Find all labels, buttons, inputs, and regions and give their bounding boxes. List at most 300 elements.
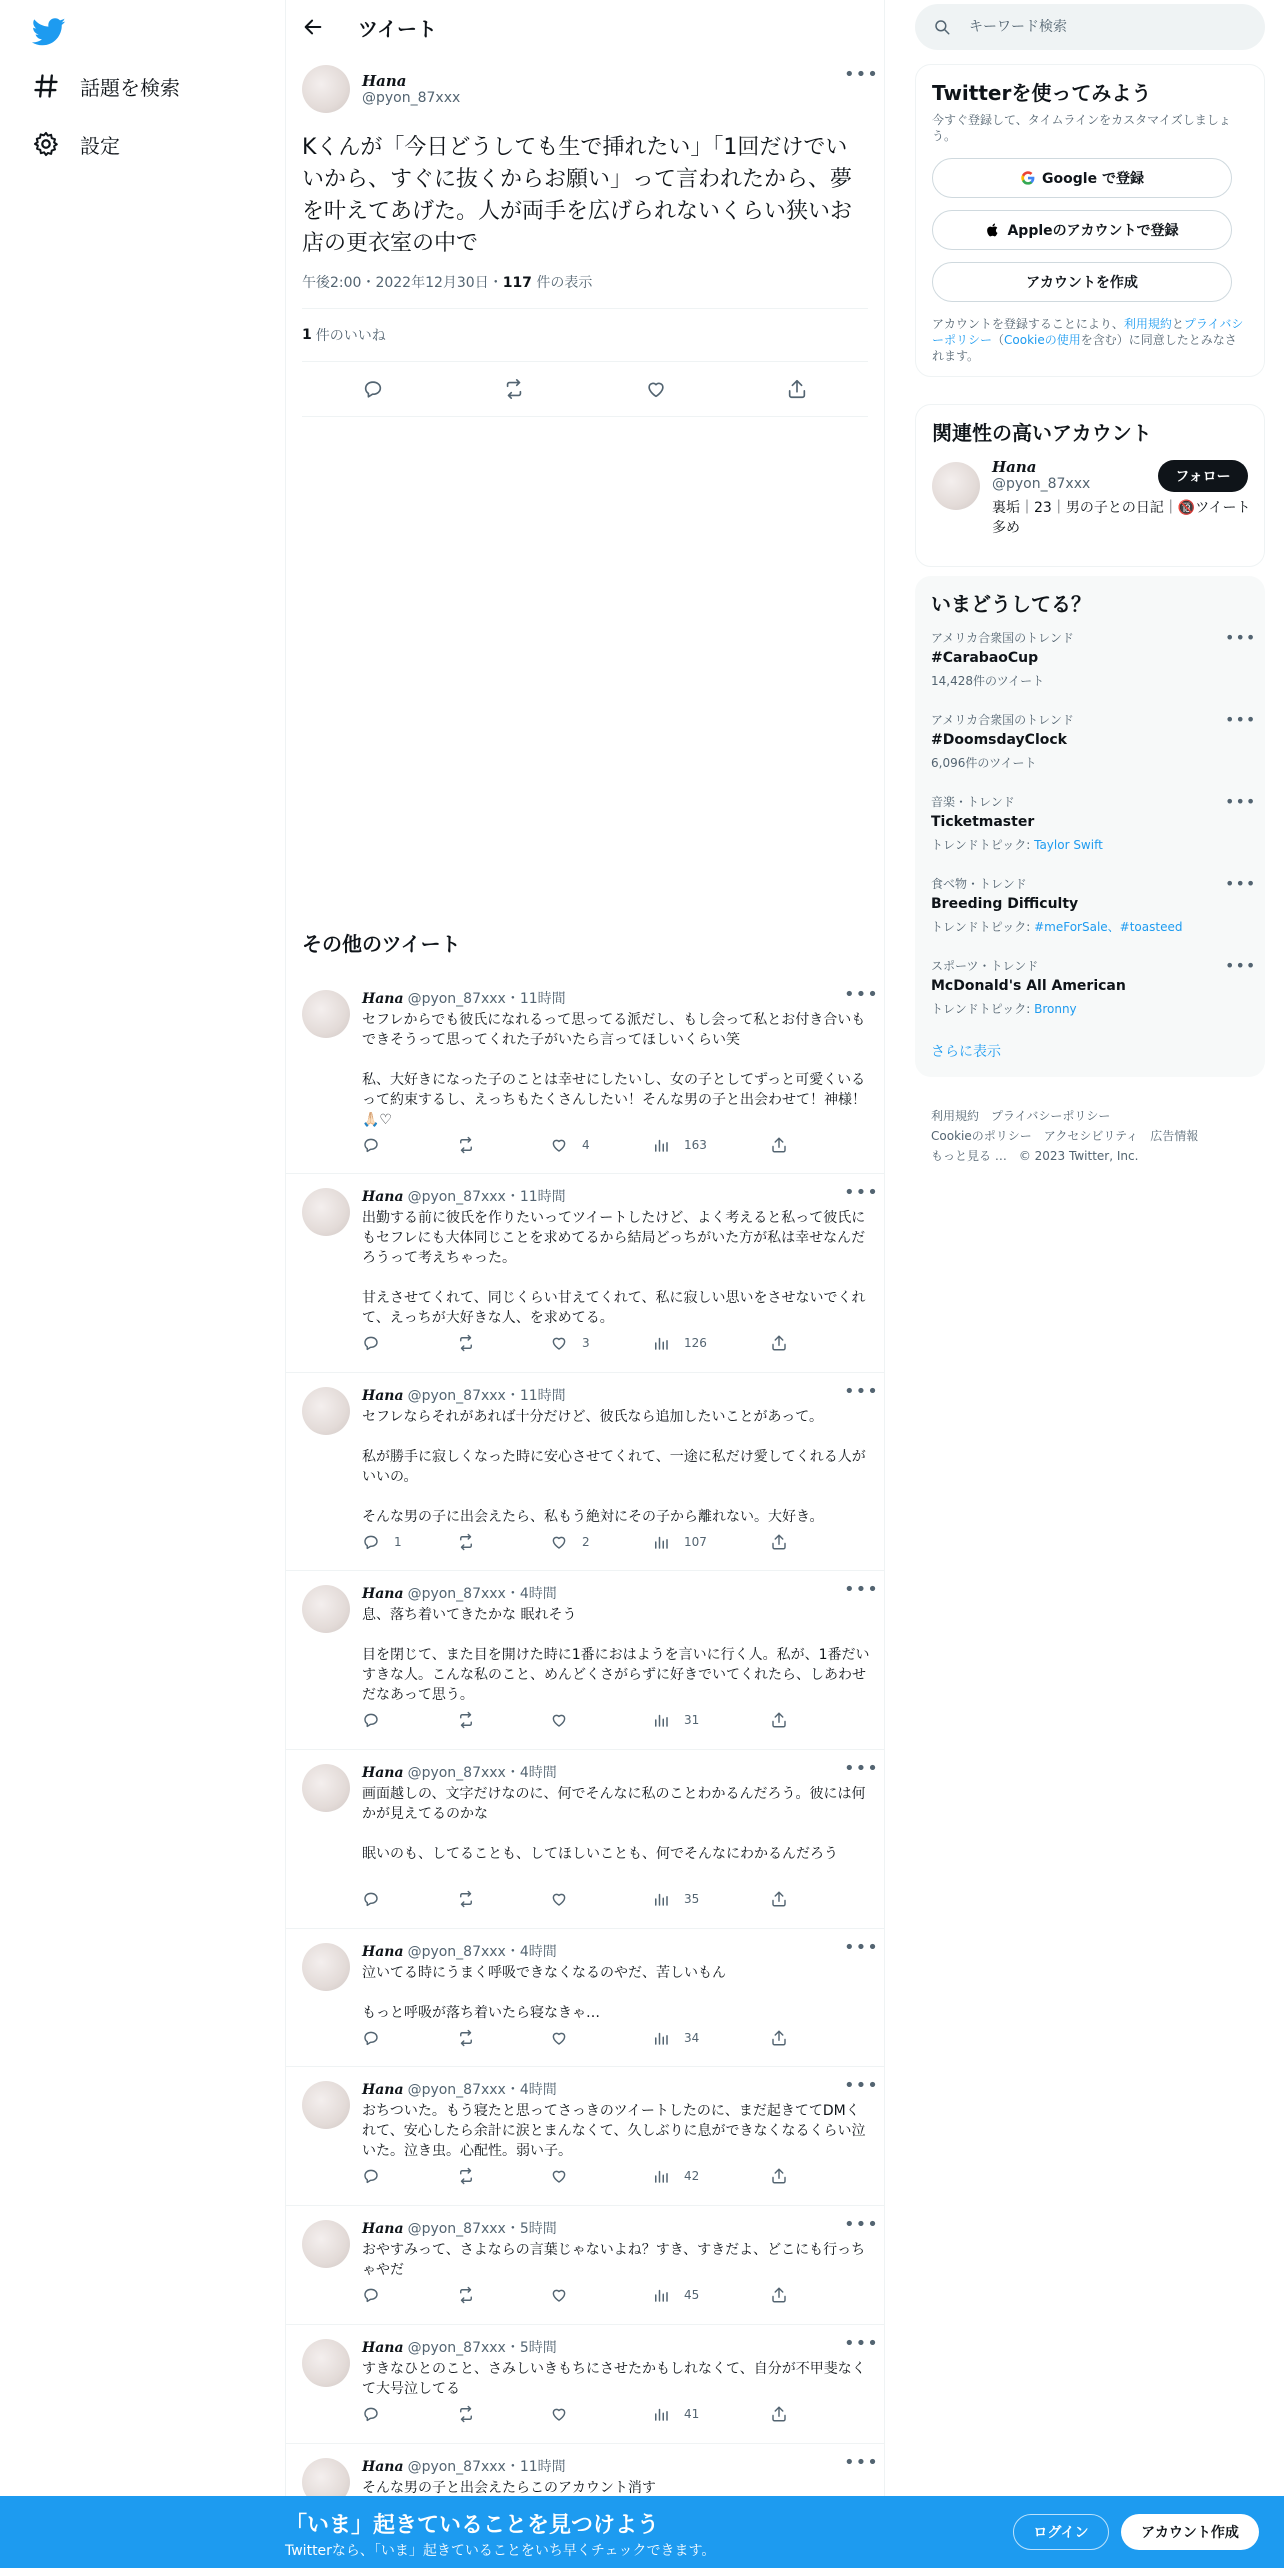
trend-topic-link[interactable]: Taylor Swift — [1034, 838, 1103, 852]
reply-button[interactable] — [362, 1890, 394, 1908]
tweet-meta — [302, 272, 868, 292]
retweet-icon — [457, 1890, 489, 1908]
focal-tweet — [302, 62, 879, 417]
author-name[interactable]: Hana — [362, 2340, 404, 2356]
trend-topic-label: トレンドトピック: — [931, 920, 1035, 934]
share-icon — [770, 1334, 802, 1352]
more-options-icon[interactable]: ••• — [844, 2075, 879, 2096]
share-icon — [770, 1136, 802, 1154]
views-button[interactable] — [652, 2405, 699, 2423]
avatar[interactable] — [302, 1585, 350, 1633]
trend-item[interactable] — [931, 874, 1257, 957]
legal-text-2: と — [1171, 317, 1184, 331]
tweet-actions — [362, 2405, 802, 2427]
tweet-item[interactable] — [286, 2325, 884, 2444]
like-heart-icon[interactable] — [645, 378, 667, 400]
author-handle[interactable]: @pyon_87xxx — [407, 2459, 506, 2475]
signup-card — [915, 64, 1265, 377]
more-options-icon[interactable]: ••• — [1225, 628, 1257, 647]
trend-name[interactable]: #DoomsdayClock — [931, 732, 1067, 748]
trend-item[interactable] — [931, 956, 1257, 1039]
tweet-header — [362, 988, 566, 1008]
search-input[interactable] — [969, 19, 1229, 35]
tweet-item[interactable] — [286, 1571, 884, 1750]
legal-text-3: （ — [992, 333, 1005, 347]
author-name[interactable]: Hana — [362, 1388, 404, 1404]
avatar[interactable] — [302, 1764, 350, 1812]
tweet-actions — [362, 2029, 802, 2051]
tweet-header — [286, 0, 884, 54]
signup-banner — [0, 2496, 1284, 2568]
more-options-icon[interactable]: ••• — [844, 2333, 879, 2354]
trends-card — [915, 576, 1265, 1077]
tweet-time[interactable]: ・11時間 — [505, 1388, 566, 1404]
more-options-icon[interactable]: ••• — [844, 1381, 879, 1402]
tweet-text: すきなひとのこと、さみしいきもちにさせたかもしれなくて、自分が不甲斐なくて大号泣してる — [362, 2361, 866, 2397]
tweet-header — [362, 1762, 557, 1782]
gear-icon — [32, 130, 60, 158]
footer-cookie[interactable]: Cookieのポリシー — [931, 1129, 1032, 1143]
page-title: ツイート — [358, 16, 437, 41]
trend-count: 14,428件のツイート — [931, 674, 1045, 688]
tweet-actions — [362, 1890, 802, 1912]
like-button[interactable] — [550, 2286, 582, 2304]
footer-terms[interactable]: 利用規約 — [931, 1109, 980, 1123]
tweet-actions — [362, 2167, 802, 2189]
trend-item[interactable] — [931, 628, 1257, 711]
tweet-text: 泣いてる時にうまく呼吸できなくなるのやだ、苦しいもん もっと呼吸が落ち着いたら寝なきゃ… — [362, 1965, 726, 2021]
trend-meta — [931, 918, 1249, 935]
tweet-time[interactable]: ・11時間 — [505, 991, 566, 1007]
author-handle[interactable]: @pyon_87xxx — [407, 1388, 506, 1404]
share-button[interactable] — [770, 1711, 802, 1729]
like-button[interactable] — [550, 2167, 582, 2185]
views-chart-icon — [652, 1533, 684, 1551]
tweet-time[interactable]: ・4時間 — [505, 2082, 557, 2098]
tweet-item[interactable] — [286, 2444, 884, 2504]
tweet-time[interactable]: ・11時間 — [505, 1189, 566, 1205]
tweet-time[interactable]: ・4時間 — [505, 1944, 557, 1960]
trend-name[interactable]: Ticketmaster — [931, 814, 1035, 830]
like-button[interactable] — [550, 1711, 582, 1729]
views-label: 件の表示 — [531, 275, 593, 291]
reply-icon — [362, 1334, 394, 1352]
views-count: 163 — [684, 1138, 707, 1152]
footer-ads[interactable]: 広告情報 — [1150, 1129, 1199, 1143]
trend-meta — [931, 1000, 1249, 1017]
views-button[interactable] — [652, 2286, 699, 2304]
like-count: 4 — [582, 1138, 590, 1152]
main-column — [285, 0, 885, 2568]
like-heart-icon — [550, 1533, 582, 1551]
retweet-button[interactable] — [457, 2286, 489, 2304]
legal-text-1: アカウントを登録することにより、 — [932, 317, 1124, 331]
retweet-icon — [457, 2286, 489, 2304]
apple-signup-button[interactable] — [932, 210, 1232, 250]
avatar[interactable] — [302, 1188, 350, 1236]
footer-copyright: © 2023 Twitter, Inc. — [1018, 1149, 1139, 1163]
retweet-button[interactable] — [457, 1890, 489, 1908]
more-options-icon[interactable]: ••• — [844, 2452, 879, 2473]
like-heart-icon — [550, 2167, 582, 2185]
tweet-timestamp[interactable]: 午後2:00・2022年12月30日・ — [302, 275, 503, 291]
views-count: 45 — [684, 2288, 700, 2302]
reply-icon — [362, 2029, 394, 2047]
tweet-header — [362, 1583, 557, 1603]
author-handle[interactable]: @pyon_87xxx — [407, 1944, 506, 1960]
tweet-text: Kくんが「今日どうしても生で挿れたい」「1回だけでいいから、すぐに抜くからお願い」って言われたから、夢を叶えてあげた。人が両手を広げられないくらい狭いお店の更衣室の中で — [302, 135, 853, 256]
trend-list — [931, 628, 1257, 1039]
banner-subtitle: Twitterなら、「いま」起きていることをいち早くチェックできます。 — [285, 2543, 716, 2559]
share-icon — [770, 1533, 802, 1551]
tweet-header — [362, 1941, 557, 1961]
tweet-text: 息、落ち着いてきたかな 眠れそう 目を閉じて、また目を開けた時に1番におはようを言いに行く人。私が、1番だいすきな人。こんな私のこと、めんどくさがらずに好きでいてくれたら、しあわせだなあって思う。 — [362, 1607, 870, 1703]
share-button[interactable] — [770, 1136, 802, 1154]
tweet-header — [362, 1186, 566, 1206]
views-count: 35 — [684, 1892, 700, 1906]
share-icon — [770, 2405, 802, 2423]
retweet-icon — [457, 2405, 489, 2423]
trend-meta — [931, 672, 1249, 689]
show-more-link[interactable]: さらに表示 — [931, 1044, 1001, 1060]
tweet-text: おやすみって、さよならの言葉じゃないよね？すき、すきだよ、どこにも行っちゃやだ — [362, 2242, 866, 2278]
trends-title: いまどうしてる？ — [931, 592, 1091, 616]
share-button[interactable] — [770, 1533, 802, 1551]
author-name[interactable]: Hana — [362, 72, 407, 90]
likes-count: 1 — [302, 327, 312, 343]
trend-meta — [931, 836, 1249, 853]
trend-meta — [931, 754, 1249, 771]
footer-more[interactable]: もっと見る … — [931, 1149, 1007, 1163]
retweet-icon — [457, 2167, 489, 2185]
tweet-item[interactable] — [286, 1929, 884, 2067]
trend-count: 6,096件のツイート — [931, 756, 1037, 770]
avatar[interactable] — [302, 990, 350, 1038]
trend-context: 食べ物・トレンド — [931, 877, 1027, 891]
views-chart-icon — [652, 2405, 684, 2423]
reply-button[interactable] — [362, 1334, 394, 1352]
tweet-header — [362, 2456, 566, 2476]
avatar[interactable] — [302, 2081, 350, 2129]
avatar[interactable] — [302, 2339, 350, 2387]
views-button[interactable] — [652, 2029, 699, 2047]
tweet-actions — [362, 1533, 802, 1555]
author-handle[interactable]: @pyon_87xxx — [407, 1189, 506, 1205]
views-button[interactable] — [652, 1533, 707, 1551]
views-button[interactable] — [652, 1711, 699, 1729]
retweet-button[interactable] — [457, 1334, 489, 1352]
views-count: 42 — [684, 2169, 700, 2183]
reply-icon[interactable] — [362, 378, 384, 400]
create-account-label: アカウントを作成 — [1026, 275, 1138, 291]
retweet-button[interactable] — [457, 2029, 489, 2047]
author-name[interactable]: Hana — [362, 2221, 404, 2237]
related-bio: 裏垢｜23｜男の子との日記｜🔞ツイート多め — [992, 500, 1251, 536]
tweet-item[interactable] — [286, 1750, 884, 1929]
like-count: 3 — [582, 1336, 590, 1350]
tweet-item[interactable] — [286, 2067, 884, 2206]
related-name[interactable]: Hana — [992, 458, 1037, 476]
more-options-icon[interactable]: ••• — [844, 984, 879, 1005]
tweet-item[interactable] — [286, 1174, 884, 1373]
share-button[interactable] — [770, 2405, 802, 2423]
more-options-icon[interactable]: ••• — [844, 2214, 879, 2235]
more-options-icon[interactable]: ••• — [844, 1182, 879, 1203]
nav-explore-label: 話題を検索 — [80, 75, 180, 100]
views-count: 126 — [684, 1336, 707, 1350]
twitter-bird-icon[interactable] — [32, 14, 66, 48]
tweet-text: セフレならそれがあれば十分だけど、彼氏なら追加したいことがあって。 私が勝手に寂しくなった時に安心させてくれて、一途に私だけ愛してくれる人がいいの。 そんな男の子に出会えたら、私もう絶対にその子から離れない。大好き。 — [362, 1409, 866, 1525]
login-button[interactable]: ログイン — [1013, 2514, 1109, 2550]
legal-text-4: を含む）に同意したとみなされます。 — [932, 333, 1237, 363]
more-options-icon[interactable]: ••• — [1225, 874, 1257, 893]
views-count: 117 — [502, 275, 532, 291]
related-handle[interactable]: @pyon_87xxx — [992, 476, 1091, 492]
share-button[interactable] — [770, 1334, 802, 1352]
cookie-link[interactable]: Cookieの使用 — [1004, 333, 1081, 347]
search-icon — [915, 18, 969, 36]
retweet-button[interactable] — [457, 2405, 489, 2423]
avatar[interactable] — [302, 65, 350, 113]
apple-signup-label: Appleのアカウントで登録 — [1007, 223, 1179, 239]
author-name[interactable]: Hana — [362, 1765, 404, 1781]
author-handle[interactable]: @pyon_87xxx — [407, 2221, 506, 2237]
trend-name[interactable]: McDonald's All American — [931, 978, 1126, 994]
like-count: 2 — [582, 1535, 590, 1549]
reply-icon — [362, 1136, 394, 1154]
views-chart-icon — [652, 1711, 684, 1729]
retweet-button[interactable] — [457, 2167, 489, 2185]
trend-context: スポーツ・トレンド — [931, 959, 1039, 973]
tweet-header — [362, 1385, 566, 1405]
avatar[interactable] — [302, 1943, 350, 1991]
avatar[interactable] — [932, 462, 980, 510]
views-count: 41 — [684, 2407, 700, 2421]
tweet-time[interactable]: ・5時間 — [505, 2340, 557, 2356]
google-icon — [1020, 170, 1042, 186]
share-icon — [770, 2286, 802, 2304]
retweet-icon[interactable] — [503, 378, 525, 400]
views-chart-icon — [652, 1890, 684, 1908]
share-button[interactable] — [770, 1890, 802, 1908]
author-handle[interactable]: @pyon_87xxx — [407, 2340, 506, 2356]
footer-privacy[interactable]: プライバシーポリシー — [991, 1109, 1111, 1123]
tweet-header — [362, 2079, 557, 2099]
more-options-icon[interactable]: ••• — [1225, 956, 1257, 975]
tweet-text: セフレからでも彼氏になれるって思ってる派だし、もし会って私とお付き合いもできそうって思ってくれた子がいたら言ってほしいくらい笑 私、大好きになった子のことは幸せにしたいし、女の子としてずっと可愛くいるって約束するし、えっちもたくさんしたい！そんな男の子と出会わせて！神様！🙏🏻♡ — [362, 1012, 866, 1128]
retweet-button[interactable] — [457, 1711, 489, 1729]
reply-button[interactable] — [362, 2167, 394, 2185]
footer-links — [931, 1106, 1251, 1166]
trend-name[interactable]: Breeding Difficulty — [931, 896, 1079, 912]
author-name[interactable]: Hana — [362, 1586, 404, 1602]
author-handle[interactable]: @pyon_87xxx — [407, 2082, 506, 2098]
share-icon[interactable] — [786, 378, 808, 400]
trend-context: アメリカ合衆国のトレンド — [931, 631, 1074, 645]
retweet-icon — [457, 1711, 489, 1729]
like-heart-icon — [550, 2286, 582, 2304]
share-icon — [770, 2029, 802, 2047]
trend-item[interactable] — [931, 792, 1257, 875]
like-button[interactable] — [550, 1533, 590, 1551]
more-options-icon[interactable]: ••• — [1225, 792, 1257, 811]
nav-explore[interactable] — [32, 66, 180, 106]
author-name[interactable]: Hana — [362, 2459, 404, 2475]
retweet-icon — [457, 2029, 489, 2047]
views-chart-icon — [652, 2167, 684, 2185]
reply-icon — [362, 2167, 394, 2185]
like-button[interactable] — [550, 1136, 590, 1154]
author-name[interactable]: Hana — [362, 1189, 404, 1205]
tweet-time[interactable]: ・4時間 — [505, 1765, 557, 1781]
trend-topic-label: トレンドトピック: — [931, 1002, 1035, 1016]
like-button[interactable] — [550, 2405, 582, 2423]
views-button[interactable] — [652, 1334, 707, 1352]
author-handle[interactable]: @pyon_87xxx — [407, 991, 506, 1007]
reply-button[interactable] — [362, 1711, 394, 1729]
search-box[interactable] — [915, 4, 1265, 50]
reply-button[interactable] — [362, 1533, 402, 1551]
tweet-text: おちついた。もう寝たと思ってさっきのツイートしたのに、まだ起きててDMくれて、安心したら余計に涙とまんなくて、久しぶりに息ができなくなるくらい泣いた。泣き虫。心配性。弱い子。 — [362, 2103, 866, 2159]
more-options-icon[interactable]: ••• — [844, 1937, 879, 1958]
like-heart-icon — [550, 1711, 582, 1729]
views-button[interactable] — [652, 2167, 699, 2185]
tweet-actions — [362, 2286, 802, 2308]
trend-context: アメリカ合衆国のトレンド — [931, 713, 1074, 727]
tweet-time[interactable]: ・5時間 — [505, 2221, 557, 2237]
more-tweets-heading: その他のツイート — [302, 932, 461, 956]
focal-author[interactable] — [302, 62, 879, 116]
reply-icon — [362, 1890, 394, 1908]
author-name[interactable]: Hana — [362, 2082, 404, 2098]
like-button[interactable] — [550, 1334, 590, 1352]
more-options-icon[interactable]: ••• — [844, 1579, 879, 1600]
tweet-text: 出勤する前に彼氏を作りたいってツイートしたけど、よく考えると私って彼氏にもセフレにも大体同じことを求めてるから結局どっちがいた方が私は幸せなんだろうって考えちゃった。 甘えさせてくれて、同じくらい甘えてくれて、私に寂しい思いをさせないでくれて、えっちが大好きな人、を求めてる。 — [362, 1210, 866, 1326]
signup-button[interactable]: アカウント作成 — [1121, 2514, 1259, 2550]
author-handle[interactable]: @pyon_87xxx — [407, 1765, 506, 1781]
share-icon — [770, 2167, 802, 2185]
share-button[interactable] — [770, 2286, 802, 2304]
left-navigation — [0, 0, 285, 2568]
follow-button[interactable]: フォロー — [1158, 460, 1248, 492]
views-chart-icon — [652, 2286, 684, 2304]
views-count: 34 — [684, 2031, 700, 2045]
signup-legal-text — [932, 316, 1248, 364]
views-count: 31 — [684, 1713, 700, 1727]
tweet-time[interactable]: ・4時間 — [505, 1586, 557, 1602]
tweet-actions — [362, 1136, 802, 1158]
more-options-icon[interactable]: ••• — [844, 64, 879, 85]
tweet-actions — [362, 1334, 802, 1356]
tweet-item[interactable] — [286, 976, 884, 1174]
views-button[interactable] — [652, 1136, 707, 1154]
trend-topic-label: トレンドトピック: — [931, 838, 1035, 852]
share-button[interactable] — [770, 2029, 802, 2047]
likes-label: 件のいいね — [315, 328, 386, 344]
retweet-icon — [457, 1334, 489, 1352]
like-button[interactable] — [550, 2029, 582, 2047]
avatar[interactable] — [302, 2220, 350, 2268]
share-icon — [770, 1890, 802, 1908]
tweet-item[interactable] — [286, 2206, 884, 2325]
share-button[interactable] — [770, 2167, 802, 2185]
signup-card-title: Twitterを使ってみよう — [932, 81, 1152, 105]
more-options-icon[interactable]: ••• — [1225, 710, 1257, 729]
retweet-icon — [457, 1136, 489, 1154]
like-heart-icon — [550, 1334, 582, 1352]
author-name[interactable]: Hana — [362, 991, 404, 1007]
back-arrow-icon[interactable] — [302, 16, 324, 38]
tweet-item[interactable] — [286, 1373, 884, 1571]
trend-item[interactable] — [931, 710, 1257, 793]
terms-link[interactable]: 利用規約 — [1123, 317, 1172, 331]
author-name[interactable]: Hana — [362, 1944, 404, 1960]
like-heart-icon — [550, 1890, 582, 1908]
tweet-header — [362, 2218, 557, 2238]
reply-icon — [362, 1533, 394, 1551]
trend-context: 音楽・トレンド — [931, 795, 1015, 809]
tweet-text: 画面越しの、文字だけなのに、何でそんなに私のことわかるんだろう。彼には何かが見えてるのかな 眠いのも、してることも、してほしいことも、何でそんなにわかるんだろう — [362, 1786, 866, 1862]
apple-icon — [985, 222, 1007, 238]
signup-card-subtitle: 今すぐ登録して、タイムラインをカスタマイズしましょう。 — [932, 113, 1231, 143]
nav-settings[interactable] — [32, 124, 120, 164]
author-handle[interactable]: @pyon_87xxx — [407, 1586, 506, 1602]
reply-icon — [362, 2286, 394, 2304]
retweet-button[interactable] — [457, 1136, 489, 1154]
footer-accessibility[interactable]: アクセシビリティ — [1043, 1129, 1139, 1143]
views-button[interactable] — [652, 1890, 699, 1908]
reply-button[interactable] — [362, 2405, 394, 2423]
like-button[interactable] — [550, 1890, 582, 1908]
focal-actions — [302, 362, 868, 416]
reply-button[interactable] — [362, 2029, 394, 2047]
retweet-icon — [457, 1533, 489, 1551]
trend-topic-link[interactable]: Bronny — [1034, 1002, 1077, 1016]
reply-button[interactable] — [362, 2286, 394, 2304]
like-heart-icon — [550, 2029, 582, 2047]
privacy-link[interactable]: プライバシーポリシー — [932, 317, 1244, 347]
like-heart-icon — [550, 2405, 582, 2423]
tweet-header — [362, 2337, 557, 2357]
google-signup-button[interactable] — [932, 158, 1232, 198]
related-accounts-card — [915, 404, 1265, 567]
likes-summary[interactable] — [302, 309, 868, 361]
author-handle[interactable]: @pyon_87xxx — [362, 90, 461, 106]
reply-button[interactable] — [362, 1136, 394, 1154]
share-icon — [770, 1711, 802, 1729]
google-signup-label: Google で登録 — [1042, 171, 1144, 187]
more-options-icon[interactable]: ••• — [844, 1758, 879, 1779]
tweet-actions — [362, 1711, 802, 1733]
views-chart-icon — [652, 2029, 684, 2047]
trend-topic-link[interactable]: #meForSale、#toasteed — [1034, 920, 1183, 934]
nav-settings-label: 設定 — [80, 133, 120, 158]
tweet-time[interactable]: ・11時間 — [505, 2459, 566, 2475]
related-title: 関連性の高いアカウント — [932, 421, 1152, 445]
views-chart-icon — [652, 1136, 684, 1154]
reply-count: 1 — [394, 1535, 402, 1549]
retweet-button[interactable] — [457, 1533, 489, 1551]
create-account-button[interactable] — [932, 262, 1232, 302]
hashtag-icon — [32, 72, 60, 100]
divider — [302, 416, 868, 417]
tweet-text: そんな男の子と出会えたらこのアカウント消す — [362, 2480, 656, 2496]
banner-title: 「いま」起きていることを見つけよう — [285, 2513, 660, 2538]
avatar[interactable] — [302, 1387, 350, 1435]
related-account[interactable] — [932, 458, 1251, 554]
views-count: 107 — [684, 1535, 707, 1549]
trend-name[interactable]: #CarabaoCup — [931, 650, 1039, 666]
